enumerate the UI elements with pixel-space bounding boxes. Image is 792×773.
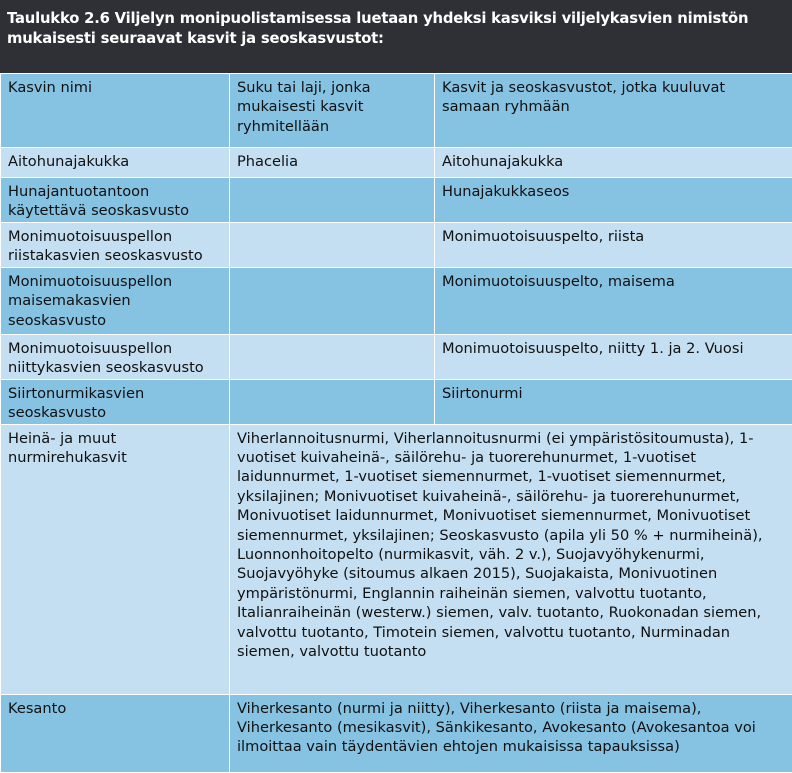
cell-genus xyxy=(230,222,435,267)
cell-genus xyxy=(230,379,435,424)
cell-name: Monimuotoisuuspellon riistakasvien seoskasvusto xyxy=(1,222,230,267)
table-row xyxy=(1,222,792,267)
cell-name: Heinä- ja muut nurmirehukasvit xyxy=(1,424,230,694)
cell-genus: Phacelia xyxy=(230,148,435,178)
table-row xyxy=(1,694,792,772)
table-header-row xyxy=(1,74,792,148)
cell-group: Monimuotoisuuspelto, maisema xyxy=(435,267,792,334)
cell-group: Hunajakukkaseos xyxy=(435,178,792,223)
table-row xyxy=(1,334,792,379)
table-row xyxy=(1,148,792,178)
cell-genus xyxy=(230,334,435,379)
cell-genus xyxy=(230,178,435,223)
cell-group: Aitohunajakukka xyxy=(435,148,792,178)
table-caption xyxy=(0,0,792,73)
table-row xyxy=(1,424,792,694)
cell-group: Siirtonurmi xyxy=(435,379,792,424)
cell-name: Siirtonurmikasvien seoskasvusto xyxy=(1,379,230,424)
column-header-genus: Suku tai laji, jonka mukaisesti kasvit ryhmitellään xyxy=(230,74,435,148)
cell-group: Monimuotoisuuspelto, niitty 1. ja 2. Vuosi xyxy=(435,334,792,379)
table-row xyxy=(1,379,792,424)
table-row xyxy=(1,178,792,223)
cell-group: Monimuotoisuuspelto, riista xyxy=(435,222,792,267)
cell-group-merged: Viherkesanto (nurmi ja niitty), Viherkesanto (riista ja maisema), Viherkesanto (mesikasvit), Sänkikesanto, Avokesanto (Avokesantoa voi ilmoittaa vain täydentävien ehtojen mukaisissa tapauksissa) xyxy=(230,694,792,772)
cell-name: Kesanto xyxy=(1,694,230,772)
column-header-group: Kasvit ja seoskasvustot, jotka kuuluvat samaan ryhmään xyxy=(435,74,792,148)
cell-genus xyxy=(230,267,435,334)
cell-name: Aitohunajakukka xyxy=(1,148,230,178)
crop-table xyxy=(0,73,792,773)
cell-group-merged: Viherlannoitusnurmi, Viherlannoitusnurmi (ei ympäristösitoumusta), 1-vuotiset kuivaheinä-, säilörehu- ja tuorerehunurmet, 1-vuotiset laidunnurmet, 1-vuotiset siemennurmet, 1-vuotiset siemennurmet, yksilajinen; Monivuotiset kuivaheinä-, säilörehu- ja tuorerehunurmet, Monivuotiset laidunnurmet, Monivuotiset siemennurmet, Monivuotiset siemennurmet, yksilajinen; Seoskasvusto (apila yli 50 % + nurmiheinä), Luonnonhoitopelto (nurmikasvit, väh. 2 v.), Suojavyöhykenurmi, Suojavyöhyke (sitoumus alkaen 2015), Suojakaista, Monivuotinen ympäristönurmi, Englannin raiheinän siemen, valvottu tuotanto, Italianraiheinän (westerw.) siemen, valv. tuotanto, Ruokonadan siemen, valvottu tuotanto, Timotein siemen, valvottu tuotanto, Nurminadan siemen, valvottu tuotanto xyxy=(230,424,792,694)
table-title: Taulukko 2.6 Viljelyn monipuolistamisessa luetaan yhdeksi kasviksi viljelykasvien nimistön mukaisesti seuraavat kasvit ja seoskasvustot: xyxy=(7,10,749,47)
cell-name: Monimuotoisuuspellon niittykasvien seoskasvusto xyxy=(1,334,230,379)
cell-name: Hunajantuotantoon käytettävä seoskasvusto xyxy=(1,178,230,223)
column-header-name: Kasvin nimi xyxy=(1,74,230,148)
table-row xyxy=(1,267,792,334)
cell-name: Monimuotoisuuspellon maisemakasvien seoskasvusto xyxy=(1,267,230,334)
